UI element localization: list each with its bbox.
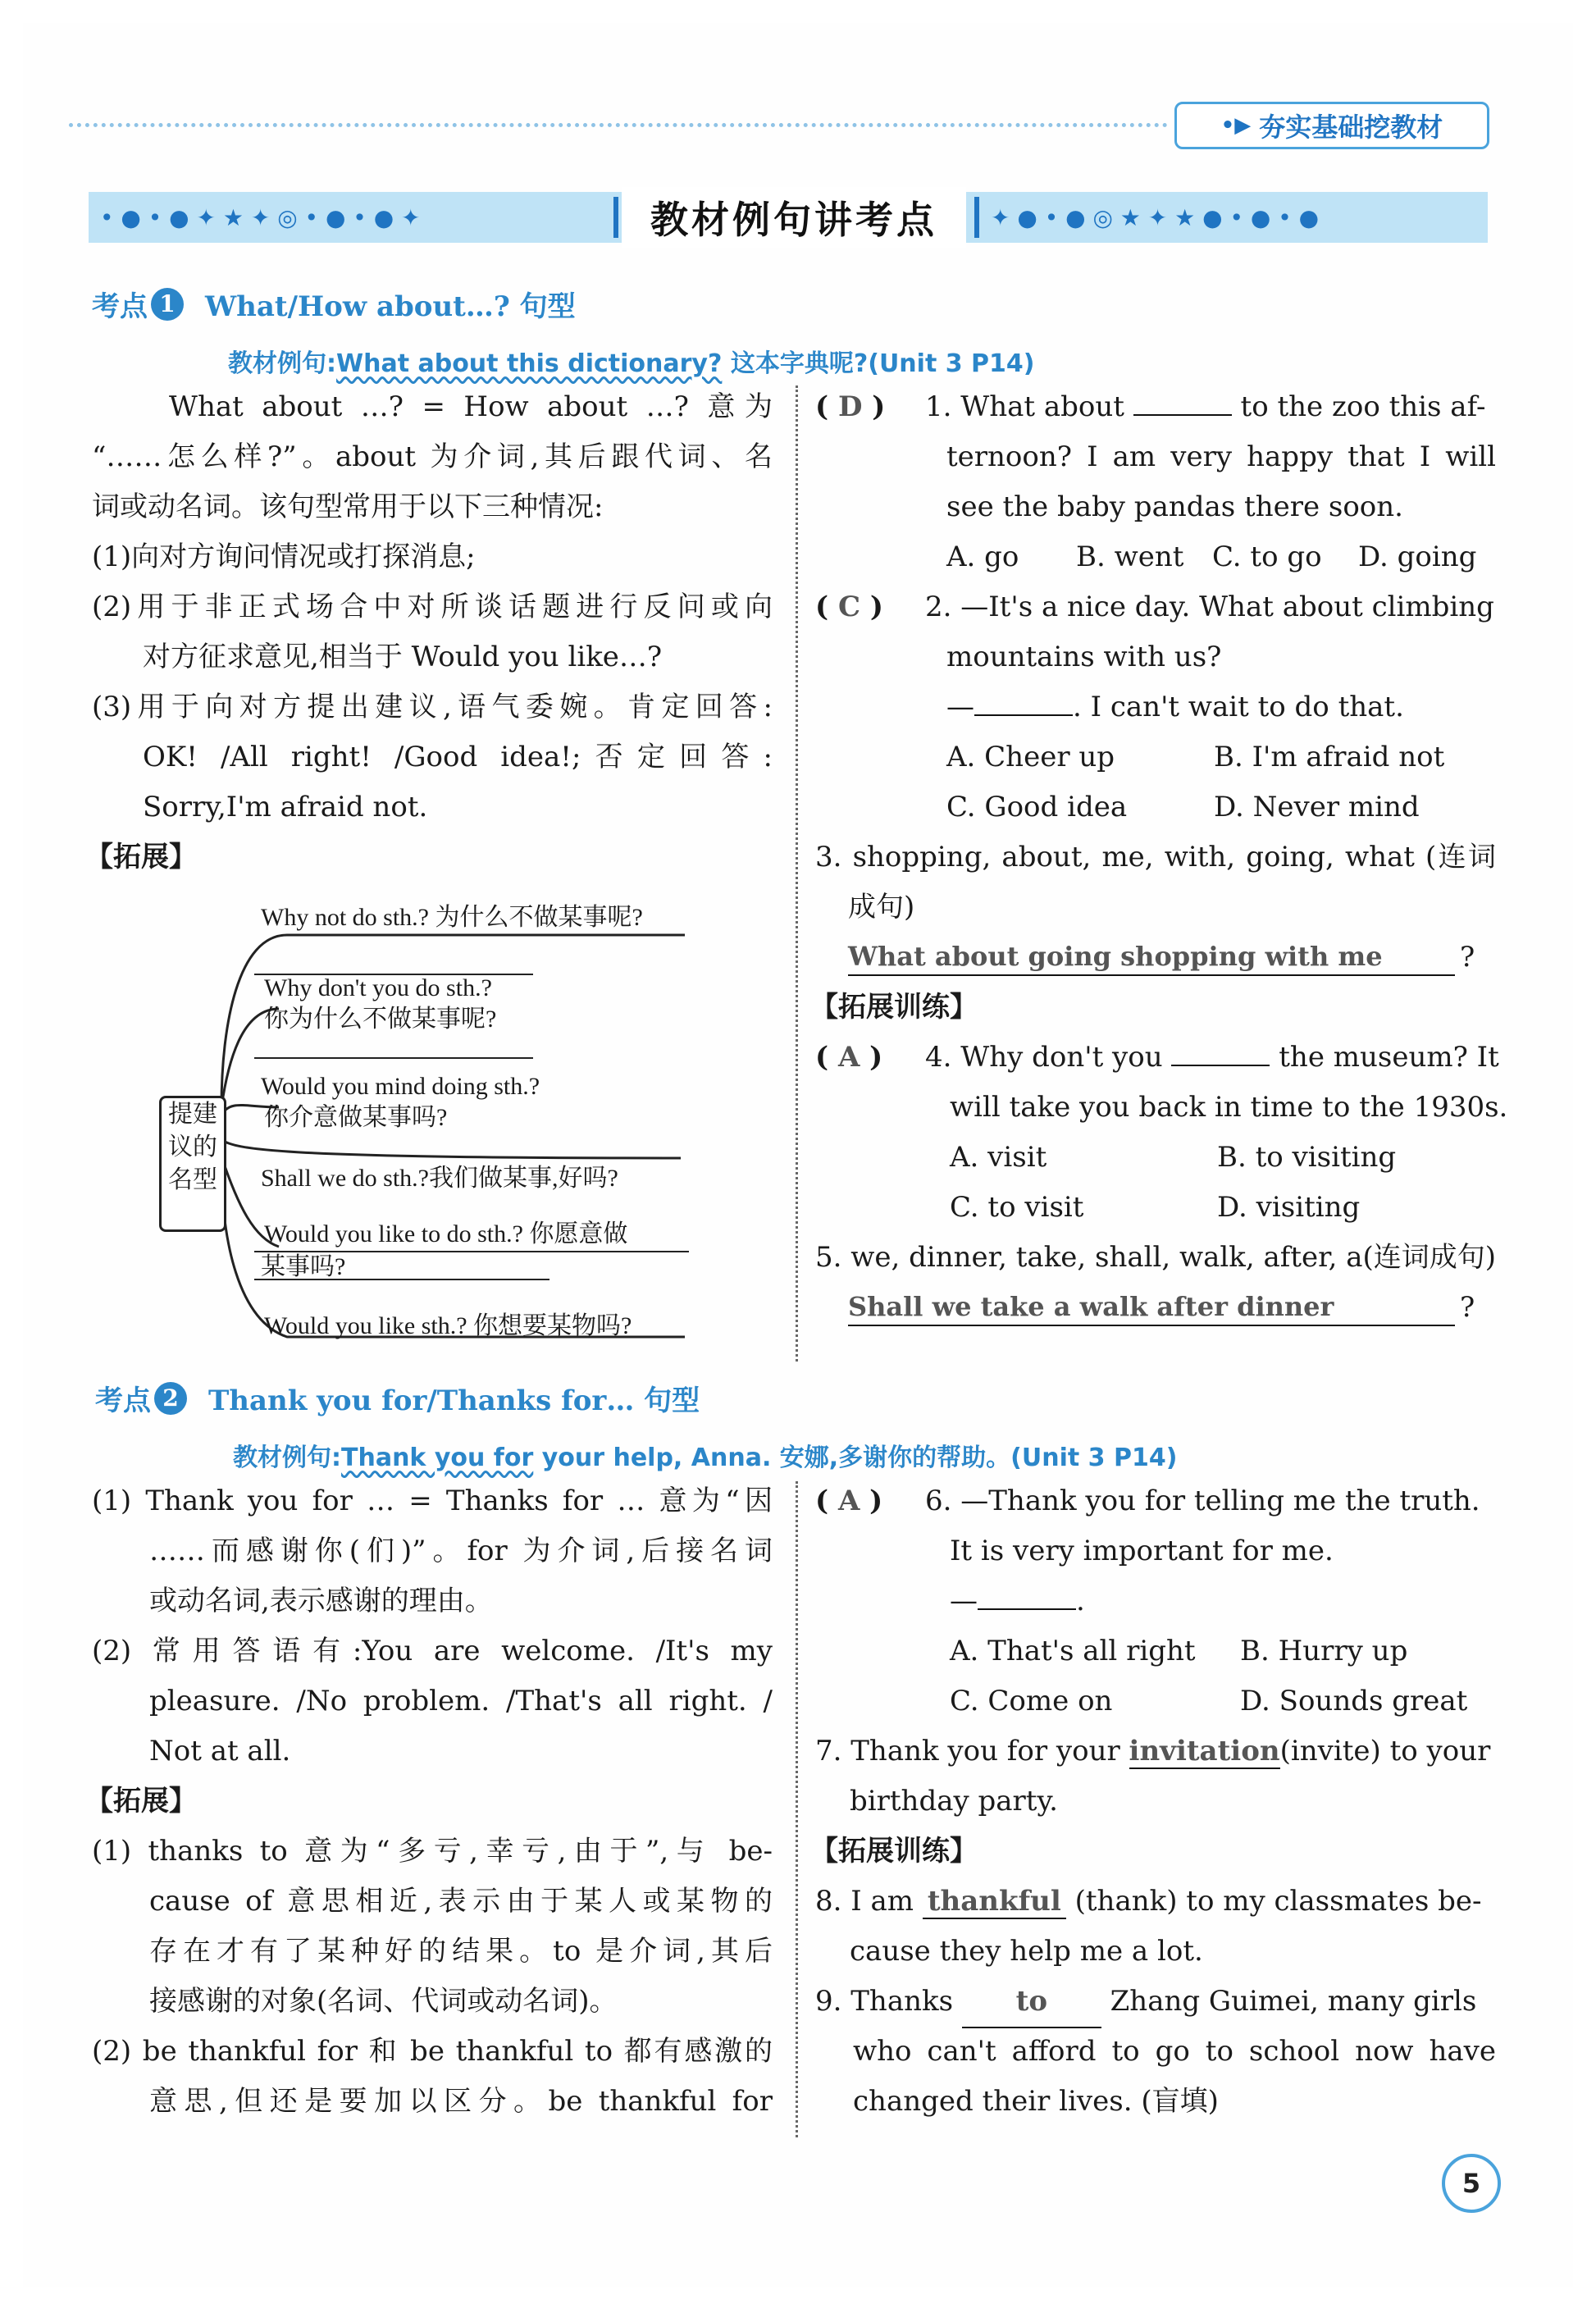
q7-line1: 7. Thank you for your invitation(invite) to your [815, 1735, 1491, 1767]
q1-bracket: ( D ) [815, 390, 886, 423]
header-dotted-rule [69, 123, 1168, 127]
mindmap-branch: Would you like to do sth.? 你愿意做 [264, 1220, 628, 1248]
banner-dots-left: • ● • ● ✦ ★ ✦ ◎ • ● • ● ✦ [100, 203, 421, 231]
mindmap-branch: 某事吗? [261, 1253, 346, 1280]
topic2-expand-line: cause of 意思相近,表示由于某人或某物的 [149, 1885, 773, 1918]
topic2-train-label: 【拓展训练】 [810, 1835, 978, 1868]
q2-line: 2. —It's a nice day. What about climbing [925, 591, 1494, 623]
q9-answer: to [962, 1977, 1101, 2028]
q6-line: 6. —Thank you for telling me the truth. [925, 1485, 1480, 1517]
q6-option: B. Hurry up [1240, 1635, 1408, 1667]
mindmap-hub: 提建议的名型 [159, 1096, 226, 1232]
q6-option: D. Sounds great [1240, 1685, 1468, 1717]
q2-bracket: ( C ) [815, 591, 883, 623]
q4-line1: 4. Why don't you the museum? It [925, 1033, 1499, 1083]
q6-bracket: ( A ) [815, 1485, 883, 1517]
topic2-expand-line: (2) be thankful for 和 be thankful to 都有感激的 [92, 2035, 773, 2068]
q2-line3: — . I can't wait to do that. [946, 682, 1404, 732]
q9-line: who can't afford to go to school now have [853, 2035, 1496, 2068]
topic1-label: 考点 [92, 290, 148, 323]
topic2-expand-line: 接感谢的对象(名词、代词或动名词)。 [149, 1985, 618, 2018]
mindmap-branch: Why not do sth.? 为什么不做某事呢? [261, 904, 643, 931]
topic1-explain-line: 词或动名词。该句型常用于以下三种情况: [92, 490, 604, 523]
topic2-title: Thank you for/Thanks for… 句型 [208, 1384, 700, 1417]
banner-dots-right: ✦ ● • ● ◎ ★ ✦ ★ ● • ● • ● [991, 203, 1320, 231]
topic2-expand-label: 【拓展】 [85, 1785, 197, 1818]
topic2-explain-line: (2) 常用答语有:You are welcome. /It's my [92, 1635, 773, 1667]
q4-option: B. to visiting [1217, 1141, 1397, 1174]
topic2-example [233, 1437, 1177, 1473]
q5-end: ? [1460, 1291, 1475, 1324]
q9-line: changed their lives. (盲填) [853, 2085, 1219, 2118]
topic2-label: 考点 [95, 1384, 151, 1417]
q2-option: C. Good idea [946, 791, 1128, 823]
topic1-example-en: What about this dictionary? [336, 349, 723, 378]
topic1-heading [92, 284, 576, 324]
page-number: 5 [1442, 2154, 1501, 2213]
topic2-explain-line: (1) Thank you for … = Thanks for … 意为“因 [92, 1485, 773, 1517]
topic1-number-badge: 1 [151, 288, 184, 321]
topic2-explain-line: ……而感谢你(们)”。for 为介词,后接名词 [149, 1535, 773, 1567]
q4-answer: A [837, 1041, 860, 1074]
q4-line: will take you back in time to the 1930s. [950, 1091, 1508, 1124]
topic2-heading [95, 1378, 700, 1418]
topic1-explain-line: What about …? = How about …? 意为 [169, 390, 773, 423]
q7-answer: invitation [1129, 1735, 1280, 1767]
q8-line1: 8. I am thankful (thank) to my classmates be- [815, 1885, 1482, 1918]
q6-line3: — . [950, 1576, 1085, 1626]
q4-bracket: ( A ) [815, 1041, 883, 1074]
q9-line1: 9. Thanks to Zhang Guimei, many girls [815, 1977, 1476, 2028]
topic1-explain-line: (3)用于向对方提出建议,语气委婉。肯定回答: [92, 691, 773, 723]
q1-option: D. going [1358, 541, 1477, 573]
topic2-example-prefix: 教材例句: [233, 1444, 341, 1472]
header-badge-text: 夯实基础挖教材 [1259, 112, 1443, 143]
q5-line: 5. we, dinner, take, shall, walk, after, a(连词成句) [815, 1241, 1497, 1274]
topic2-expand-line: 意思,但还是要加以区分。be thankful for [149, 2085, 773, 2118]
topic1-explain-line: 对方征求意见,相当于 Would you like…? [143, 641, 663, 673]
mindmap-branch: 你介意做某事吗? [264, 1104, 448, 1131]
q2-option: D. Never mind [1214, 791, 1420, 823]
q3-answer-line: What about going shopping with me [848, 938, 1455, 976]
q1-option: A. go [946, 541, 1019, 573]
q1-line: ternoon? I am very happy that I will [946, 440, 1496, 473]
topic1-explain-line: Sorry,I'm afraid not. [143, 791, 428, 823]
mindmap-branch: 你为什么不做某事呢? [264, 1006, 497, 1033]
topic1-expand-label: 【拓展】 [85, 841, 197, 873]
mindmap-branch: Would you like sth.? 你想要某物吗? [264, 1312, 632, 1339]
q4-option: D. visiting [1217, 1191, 1361, 1224]
q1-line1: 1. What about to the zoo this af- [925, 382, 1485, 432]
q3-line: 成句) [848, 891, 915, 924]
q3-end: ? [1460, 941, 1475, 974]
topic1-explain-line: (1)向对方询问情况或打探消息; [92, 541, 476, 573]
q4-option: A. visit [950, 1141, 1047, 1174]
q1-option: B. went [1076, 541, 1184, 573]
q4-option: C. to visit [950, 1191, 1084, 1224]
q1-option: C. to go [1212, 541, 1322, 573]
topic2-example-rest: your help, Anna. 安娜,多谢你的帮助。(Unit 3 P14) [541, 1444, 1178, 1472]
topic1-explain-line: (2)用于非正式场合中对所谈话题进行反问或向 [92, 591, 773, 623]
topic2-explain-line: 或动名词,表示感谢的理由。 [149, 1585, 493, 1617]
q1-line: see the baby pandas there soon. [946, 490, 1403, 523]
mindmap-branch: Why don't you do sth.? [264, 974, 492, 1001]
column-divider-1 [796, 385, 798, 1362]
q5-answer-line: Shall we take a walk after dinner [848, 1289, 1455, 1326]
mindmap-branch: Would you mind doing sth.? [261, 1073, 540, 1100]
topic2-number-badge: 2 [154, 1382, 187, 1415]
q1-answer: D [837, 390, 863, 423]
section-title: 教材例句讲考点 [622, 187, 966, 248]
q6-line: It is very important for me. [950, 1535, 1334, 1567]
q6-answer: A [837, 1485, 860, 1517]
mindmap-branch: Shall we do sth.?我们做某事,好吗? [261, 1165, 618, 1192]
q2-option: B. I'm afraid not [1214, 741, 1445, 773]
topic1-title: What/How about…? 句型 [205, 290, 576, 323]
arrow-icon: •▶ [1220, 113, 1252, 138]
q8-line: cause they help me a lot. [850, 1935, 1203, 1968]
q2-answer: C [837, 591, 860, 623]
topic2-explain-line: pleasure. /No problem. /That's all right. / [149, 1685, 773, 1717]
q2-option: A. Cheer up [946, 741, 1115, 773]
header-badge [1174, 102, 1489, 149]
q7-line: birthday party. [850, 1785, 1058, 1818]
topic1-example [228, 343, 1035, 379]
topic1-example-prefix: 教材例句: [228, 349, 336, 378]
banner-bar-right [974, 197, 979, 238]
topic2-expand-line: 存在才有了某种好的结果。to 是介词,其后 [149, 1935, 773, 1968]
topic1-train-label: 【拓展训练】 [810, 991, 978, 1024]
topic1-explain-line: OK! /All right! /Good idea!;否定回答: [143, 741, 773, 773]
q3-line: 3. shopping, about, me, with, going, what (连词 [815, 841, 1496, 873]
topic2-example-en: Thank you for [341, 1444, 534, 1472]
topic2-explain-line: Not at all. [149, 1735, 291, 1767]
column-divider-2 [796, 1481, 798, 2137]
q8-answer: thankful [923, 1885, 1066, 1919]
topic2-expand-line: (1) thanks to 意为“多亏,幸亏,由于”,与 be- [92, 1835, 773, 1868]
q6-option: A. That's all right [950, 1635, 1196, 1667]
banner-bar-left [613, 197, 618, 238]
q6-option: C. Come on [950, 1685, 1113, 1717]
topic1-explain-line: “……怎么样?”。about 为介词,其后跟代词、名 [92, 440, 773, 473]
topic1-example-cn: 这本字典呢?(Unit 3 P14) [730, 349, 1035, 378]
q2-line: mountains with us? [946, 641, 1222, 673]
section-banner [89, 192, 1488, 243]
